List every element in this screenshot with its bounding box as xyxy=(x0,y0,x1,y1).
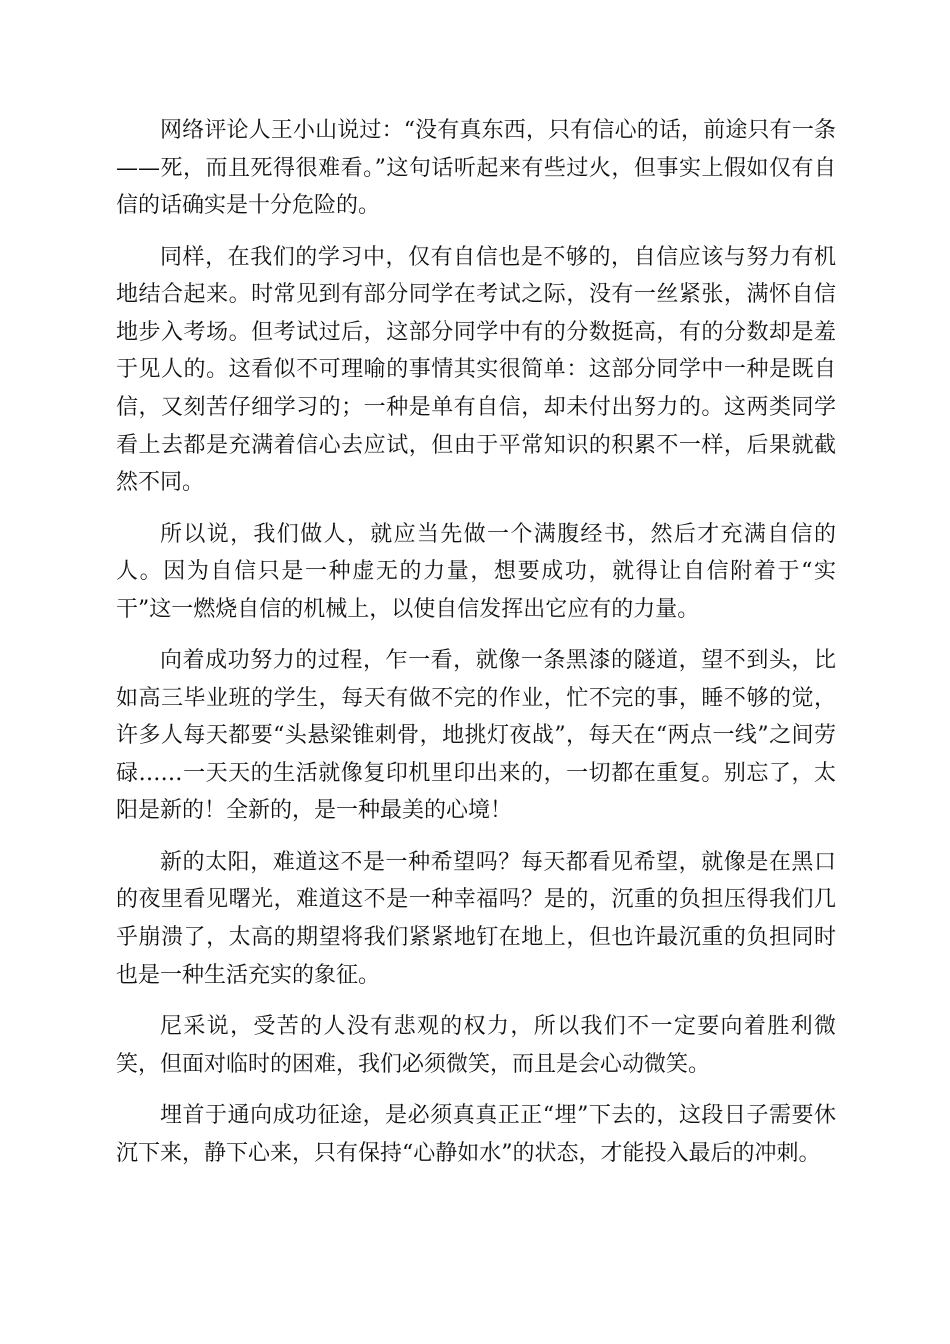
paragraph: 所以说，我们做人，就应当先做一个满腹经书，然后才充满自信的人。因为自信只是一种虚无的力量，想要成功，就得让自信附着于“实干”这一燃烧自信的机械上，以使自信发挥出它应有的力量。 xyxy=(116,521,836,622)
paragraph: 同样，在我们的学习中，仅有自信也是不够的，自信应该与努力有机地结合起来。时常见到有部分同学在考试之际，没有一丝紧张，满怀自信地步入考场。但考试过后，这部分同学中有的分数挺高，有的分数却是羞于见人的。这看似不可理喻的事情其实很简单：这部分同学中一种是既自信，又刻苦仔细学习的；一种是单有自信，却未付出努力的。这两类同学看上去都是充满着信心去应试，但由于平常知识的积累不一样，后果就截然不同。 xyxy=(116,244,836,496)
paragraph: 向着成功努力的过程，乍一看，就像一条黑漆的隧道，望不到头，比如高三毕业班的学生，每天有做不完的作业，忙不完的事，睡不够的觉，许多人每天都要“头悬梁锥刺骨，地挑灯夜战”，每天在“两点一线”之间劳碌……一天天的生活就像复印机里印出来的，一切都在重复。别忘了，太阳是新的！全新的，是一种最美的心境！ xyxy=(116,648,836,824)
document-body xyxy=(116,112,836,1172)
paragraph: 尼采说，受苦的人没有悲观的权力，所以我们不一定要向着胜利微笑，但面对临时的困难，我们必须微笑，而且是会心动微笑。 xyxy=(116,1014,836,1077)
paragraph: 埋首于通向成功征途，是必须真真正正“埋”下去的，这段日子需要休沉下来，静下心来，只有保持“心静如水”的状态，才能投入最后的冲刺。 xyxy=(116,1103,836,1166)
paragraph: 网络评论人王小山说过：“没有真东西，只有信心的话，前途只有一条——死，而且死得很难看。”这句话听起来有些过火，但事实上假如仅有自信的话确实是十分危险的。 xyxy=(116,118,836,219)
paragraph: 新的太阳，难道这不是一种希望吗？每天都看见希望，就像是在黑口的夜里看见曙光，难道这不是一种幸福吗？是的，沉重的负担压得我们几乎崩溃了，太高的期望将我们紧紧地钉在地上，但也许最沉重的负担同时也是一种生活充实的象征。 xyxy=(116,849,836,988)
